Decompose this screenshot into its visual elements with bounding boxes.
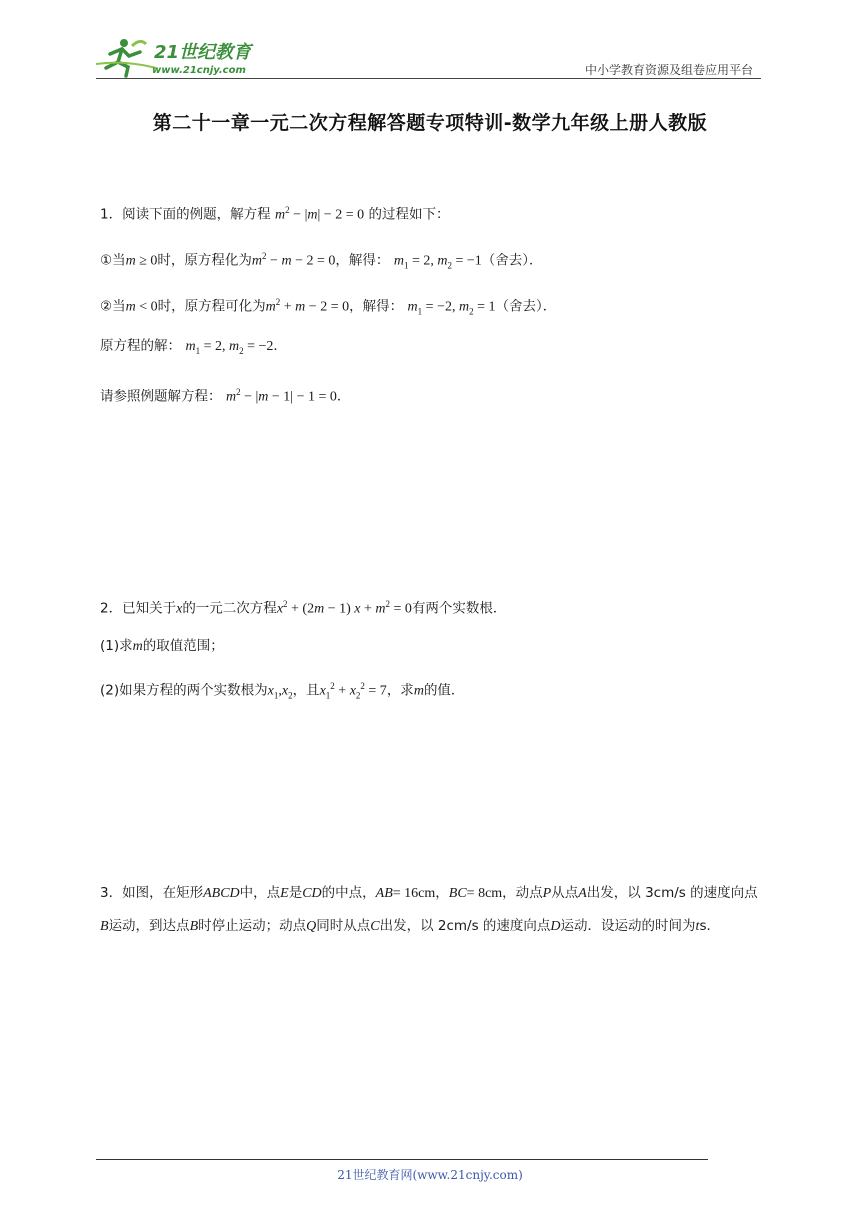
header-divider	[96, 78, 761, 79]
footer-divider	[96, 1159, 708, 1160]
q1-line-3: ②当m < 0时，原方程可化为$m^2 + m - 2 = 0$，解得： $m_1 = -2$, $m_2 = 1$（舍去）．	[100, 297, 557, 317]
site-logo	[96, 34, 266, 78]
page-footer: 21世纪教育网(www.21cnjy.com)	[337, 1168, 523, 1182]
q3-paragraph: 3．如图，在矩形ABCD中，点E是CD的中点，AB= 16cm，BC= 8cm，动点P从点A出发，以 3cm/s 的速度向点B运动，到达点B时停止运动；动点Q同时从点C出发，以 2cm/s 的速度向点D运动．设运动的时间为ts．	[100, 885, 758, 934]
svg-text:www.21cnjy.com: www.21cnjy.com	[152, 65, 246, 76]
q2-line-3: (2)如果方程的两个实数根为$x_1,x_2$，且$x_1^2 + x_2^2 = 7$，求m的值．	[100, 681, 465, 701]
q1-line-5: 请参照例题解方程： $m^2 - |m - 1| - 1 = 0$．	[100, 387, 351, 405]
page-title: 第二十一章一元二次方程解答题专项特训-数学九年级上册人教版	[152, 112, 708, 134]
q1-line-2: ①当m ≥ 0时，原方程化为$m^2 - m - 2 = 0$，解得： $m_1 = 2$, $m_2 = -1$（舍去）．	[100, 251, 543, 271]
svg-text:21世纪教育: 21世纪教育	[154, 42, 252, 63]
page-header	[96, 34, 761, 78]
platform-name: 中小学教育资源及组卷应用平台	[584, 63, 753, 77]
q2-line-2: (1)求m的取值范围；	[100, 638, 224, 654]
q2-line-1: 2．已知关于x的一元二次方程$x^2 + (2m - 1) x + m^2 = 0$有两个实数根．	[100, 599, 507, 617]
q1-line-4: 原方程的解： $m_1 = 2$, $m_2 = -2$．	[100, 338, 287, 356]
q1-line-1: 1．阅读下面的例题，解方程 $m^2 - |m| - 2 = 0$ 的过程如下：	[100, 205, 450, 223]
